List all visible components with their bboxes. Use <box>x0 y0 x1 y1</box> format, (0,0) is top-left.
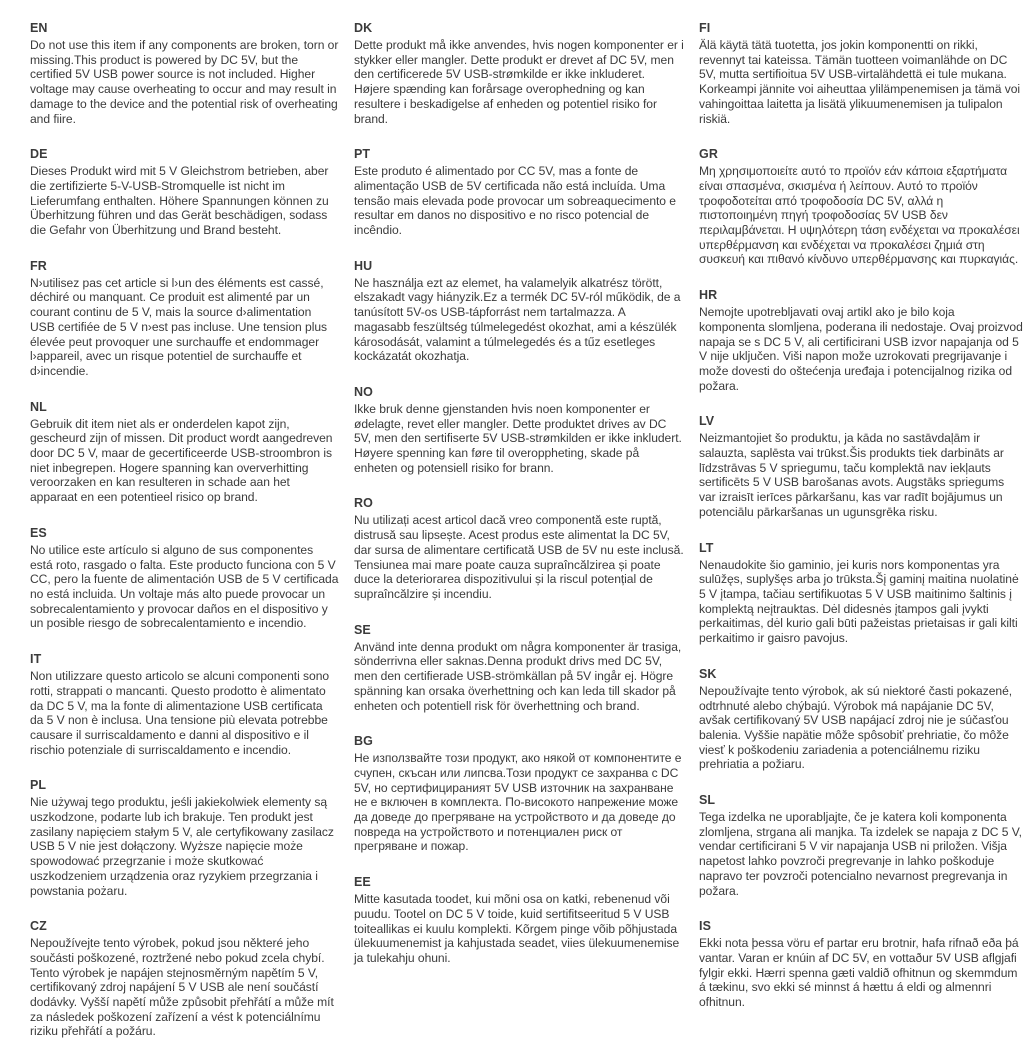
lang-code-de: DE <box>30 147 48 162</box>
lang-section-lv <box>699 414 1023 519</box>
lang-code-pl: PL <box>30 778 47 793</box>
lang-text-es: No utilice este artículo si alguno de sus componentes está roto, rasgado o falta. Este producto funciona con 5 V CC, pero la fuente de alimentación USB de 5 V certificada no está incluida. Un voltaje más alto puede provocar un sobrecalentamiento y provocar daños en el dispositivo y un posible riesgo de sobrecalentamiento e incendio. <box>30 542 339 631</box>
lang-section-hr <box>699 288 1023 393</box>
lang-text-en: Do not use this item if any components are broken, torn or missing.This product is powered by DC 5V, but the certified 5V USB power source is not included. Higher voltage may cause overheating to occur and may result in damage to the device and the potential risk of overheating and fiire. <box>30 38 339 126</box>
lang-code-ee: EE <box>354 875 371 890</box>
lang-section-sl <box>699 793 1023 898</box>
lang-section-no <box>354 385 684 476</box>
lang-code-cz: CZ <box>30 919 47 934</box>
lang-code-es: ES <box>30 525 47 540</box>
lang-text-bg: Не използвайте този продукт, ако някой от компонентите е счупен, скъсан или липсва.Този продукт се захранва с DC 5V, но сертифицираният 5V USB източник на захранване не е включен в комплекта. По-високото напрежение може да доведе до прегряване на устройството и да доведе до повреда на устройството и потенциален риск от прегряване и пожар. <box>354 751 682 854</box>
lang-text-ee: Mitte kasutada toodet, kui mõni osa on katki, rebenenud või puudu. Tootel on DC 5 V toide, kuid sertifitseeritud 5 V USB toiteallikas ei kuulu komplekti. Kõrgem pinge võib põhjustada ülekuumenemist ja kahjustada seadet, viies ülekuumenemise ja tulekahju ohuni. <box>354 892 680 965</box>
lang-text-cz: Nepoužívejte tento výrobek, pokud jsou některé jeho součásti poškozené, roztržené nebo pokud zcela chybí. Tento výrobek je napájen stejnosměrným napětím 5 V, certifikovaný zdroj napájení 5 V USB ale není součástí dodávky. Vyšší napětí může způsobit přehřátí a může mít za následek poškození zařízení a vést k potenciálnímu riziku přehřátí a požáru. <box>30 936 334 1039</box>
lang-code-lv: LV <box>699 414 715 429</box>
lang-text-pl: Nie używaj tego produktu, jeśli jakiekolwiek elementy są uszkodzone, podarte lub ich brakuje. Ten produkt jest zasilany napięciem stałym 5 V, ale certyfikowany zasilacz USB 5 V nie jest dołączony. Wyższe napięcie może spowodować przegrzanie i może skutkować uszkodzeniem urządzenia oraz ryzykiem przegrzania i powstania pożaru. <box>30 795 334 898</box>
lang-section-en <box>30 21 339 126</box>
lang-section-cz <box>30 919 339 1039</box>
lang-section-es <box>30 526 339 631</box>
lang-section-pt <box>354 147 684 238</box>
lang-section-fr <box>30 259 339 379</box>
lang-section-pl <box>30 778 339 898</box>
lang-code-sk: SK <box>699 666 717 681</box>
lang-section-it <box>30 652 339 757</box>
lang-code-dk: DK <box>354 21 373 35</box>
lang-code-fr: FR <box>30 258 47 273</box>
lang-text-de: Dieses Produkt wird mit 5 V Gleichstrom betrieben, aber die zertifizierte 5-V-USB-Stromquelle ist nicht im Lieferumfang enthalten. Höhere Spannungen können zu Überhitzung führen und das Gerät beschädigen, sodass die Gefahr von Überhitzung und Brand besteht. <box>30 164 329 238</box>
lang-code-it: IT <box>30 652 42 667</box>
lang-code-pt: PT <box>354 147 371 162</box>
lang-section-de <box>30 147 339 238</box>
lang-section-gr <box>699 147 1023 267</box>
lang-code-bg: BG <box>354 734 373 749</box>
lang-section-ro <box>354 496 684 601</box>
lang-text-sk: Nepoužívajte tento výrobok, ak sú niektoré časti pokazené, odtrhnuté alebo chýbajú. Výrobok má napájanie DC 5V, avšak certifikovaný 5V USB napájací zdroj nie je súčasťou balenia. Vyššie napätie môže spôsobiť prehriatie, čo môže viesť k poškodeniu zariadenia a potenciálnemu riziku prehriatia a požiaru. <box>699 683 1013 772</box>
lang-text-dk: Dette produkt må ikke anvendes, hvis nogen komponenter er i stykker eller mangler. Dette produkt er drevet af DC 5V, men den certificerede 5V USB-strømkilde er ikke inkluderet. Højere spænding kan forårsage overophedning og kan resultere i beskadigelse af enheden og potentiel risiko for brand. <box>354 38 684 126</box>
lang-code-no: NO <box>354 384 373 399</box>
lang-text-fi: Älä käytä tätä tuotetta, jos jokin komponentti on rikki, revennyt tai kateissa. Tämän tuotteen voimanlähde on DC 5V, mutta sertifioitua 5V USB-virtalähdettä ei tule mukana. Korkeampi jännite voi aiheuttaa ylilämpenemisen ja tämä voi vahingoittaa laitetta ja lisätä ylikuumenemisen ja tulipalon riskiä. <box>699 38 1021 126</box>
lang-text-it: Non utilizzare questo articolo se alcuni componenti sono rotti, strappati o mancanti. Questo prodotto è alimentato da DC 5 V, ma la fonte di alimentazione USB certificata da 5 V non è inclusa. Una tensione più elevata potrebbe causare il surriscaldamento e danni al dispositivo e il rischio potenziale di surriscaldamento e incendio. <box>30 669 330 757</box>
lang-section-is <box>699 919 1023 1010</box>
lang-code-lt: LT <box>699 540 714 555</box>
lang-code-gr: GR <box>699 147 718 162</box>
lang-code-se: SE <box>354 622 371 637</box>
lang-text-lv: Neizmantojiet šo produktu, ja kāda no sastāvdaļām ir salauzta, saplēsta vai trūkst.Šis produkts tiek darbināts ar līdzstrāvas 5 V spriegumu, taču komplektā nav iekļauts sertificēts 5 V USB barošanas avots. Augstāks spriegums var izraisīt ierīces pārkaršanu, kas var radīt bojājumus un potenciālu pārkaršanas un ugunsgrēka risku. <box>699 431 1005 519</box>
lang-text-hu: Ne használja ezt az elemet, ha valamelyik alkatrész törött, elszakadt vagy hiányzik.Ez a termék DC 5V-ról működik, de a tanúsított 5V-os USB-tápforrást nem tartalmazza. A magasabb feszültség túlmelegedést okozhat, ami a készülék károsodását, valamint a túlmelegedés és a tűz esetleges kockázatát okozhatja. <box>354 275 681 364</box>
lang-text-lt: Nenaudokite šio gaminio, jei kuris nors komponentas yra sulūžęs, suplyšęs arba jo trūksta.Šį gaminį maitina nuolatinė 5 V įtampa, tačiau sertifikuotas 5 V USB maitinimo šaltinis į komplektą neįtrauktas. Dėl didesnės įtampos gali įvykti perkaitimas, dėl kurio gali būti pažeistas prietaisas ir gali kilti perkaitimo ir gaisro pavojus. <box>699 557 1019 646</box>
lang-section-dk <box>354 21 684 126</box>
column-2 <box>354 21 684 1060</box>
lang-code-hr: HR <box>699 288 718 303</box>
column-3 <box>699 21 1023 1060</box>
lang-text-nl: Gebruik dit item niet als er onderdelen kapot zijn, gescheurd zijn of missen. Dit product wordt aangedreven door DC 5 V, maar de gecertificeerde USB-stroombron is niet inbegrepen. Hogere spanning kan oververhitting veroorzaken en kan resulteren in schade aan het apparaat en een potentieel risico op brand. <box>30 416 333 505</box>
lang-section-nl <box>30 400 339 505</box>
lang-text-no: Ikke bruk denne gjenstanden hvis noen komponenter er ødelagte, revet eller mangler. Dette produktet drives av DC 5V, men den sertifiserte 5V USB-strømkilden er ikke inkludert. Høyere spenning kan føre til overoppheting, skade på enheten og potensiell risiko for brann. <box>354 401 682 475</box>
lang-code-is: IS <box>699 919 712 934</box>
lang-text-sl: Tega izdelka ne uporabljajte, če je katera koli komponenta zlomljena, strgana ali manjka. Ta izdelek se napaja z DC 5 V, vendar certificirani 5 V vir napajanja USB ni priložen. Višja napetost lahko povzroči pregrevanje in lahko poškoduje napravo ter povzroči potencialno nevarnost pregrevanja in požara. <box>699 810 1022 898</box>
lang-section-fi <box>699 21 1023 126</box>
column-1 <box>30 21 339 1060</box>
lang-section-hu <box>354 259 684 364</box>
lang-code-en: EN <box>30 21 48 35</box>
lang-code-nl: NL <box>30 399 47 414</box>
lang-code-hu: HU <box>354 258 373 273</box>
lang-text-gr: Μη χρησιμοποιείτε αυτό το προϊόν εάν κάποια εξαρτήματα είναι σπασμένα, σκισμένα ή λείπουν. Αυτό το προϊόν τροφοδοτείται από τροφοδοσία DC 5V, αλλά η πιστοποιημένη πηγή τροφοδοσίας 5V USB δεν περιλαμβάνεται. Η υψηλότερη τάση ενδέχεται να προκαλέσει υπερθέρμανση και ενδέχεται να προκαλέσει ζημιά στη συσκευή και πιθανό κίνδυνο υπερθέρμανσης και πυρκαγιάς. <box>699 164 1020 267</box>
lang-text-pt: Este produto é alimentado por CC 5V, mas a fonte de alimentação USB de 5V certificada não está incluída. Uma tensão mais elevada pode provocar um sobreaquecimento e resultar em danos no dispositivo e no risco potencial de incêndio. <box>354 164 676 238</box>
lang-text-ro: Nu utilizați acest articol dacă vreo componentă este ruptă, distrusă sau lipsește. Acest produs este alimentat la DC 5V, dar sursa de alimentare certificată USB de 5V nu este inclusă. Tensiunea mai mare poate cauza supraîncălzirea și poate duce la deteriorarea dispozitivului și la riscul potențial de supraîncălzire și incendiu. <box>354 513 684 601</box>
lang-section-bg <box>354 734 684 854</box>
lang-section-lt <box>699 541 1023 646</box>
lang-section-ee <box>354 875 684 966</box>
lang-section-sk <box>699 667 1023 772</box>
lang-text-is: Ekki nota þessa vöru ef partar eru brotnir, hafa rifnað eða þá vantar. Varan er knúin af DC 5V, en vottaður 5V USB aflgjafi fylgir ekki. Hærri spenna gæti valdið ofhitnun og skemmdum á tækinu, svo ekki sé minnst á hættu á eldi og almennri ofhitnun. <box>699 936 1019 1010</box>
lang-code-sl: SL <box>699 793 716 808</box>
lang-code-fi: FI <box>699 21 711 35</box>
lang-text-se: Använd inte denna produkt om några komponenter är trasiga, sönderrivna eller saknas.Denna produkt drivs med DC 5V, men den certifierade USB-strömkällan på 5V ingår ej. Högre spänning kan orsaka överhettning och kan leda till skador på enheten och potentiell risk för överhettning och brand. <box>354 639 682 713</box>
lang-section-se <box>354 623 684 714</box>
lang-text-hr: Nemojte upotrebljavati ovaj artikl ako je bilo koja komponenta slomljena, poderana ili nedostaje. Ovaj proizvod napaja se s DC 5 V, ali certificirani USB izvor napajanja od 5 V nije uključen. Viši napon može uzrokovati pregrijavanje i može dovesti do oštećenja uređaja i potencijalnog rizika od požara. <box>699 305 1023 393</box>
lang-code-ro: RO <box>354 496 373 511</box>
lang-text-fr: N›utilisez pas cet article si l›un des éléments est cassé, déchiré ou manquant. Ce produit est alimenté par un courant continu de 5 V, mais la source d›alimentation USB certifiée de 5 V n›est pas incluse. Une tension plus élevée peut provoquer une surchauffe et endommager l›appareil, avec un risque potentiel de surchauffe et d›incendie. <box>30 275 328 378</box>
